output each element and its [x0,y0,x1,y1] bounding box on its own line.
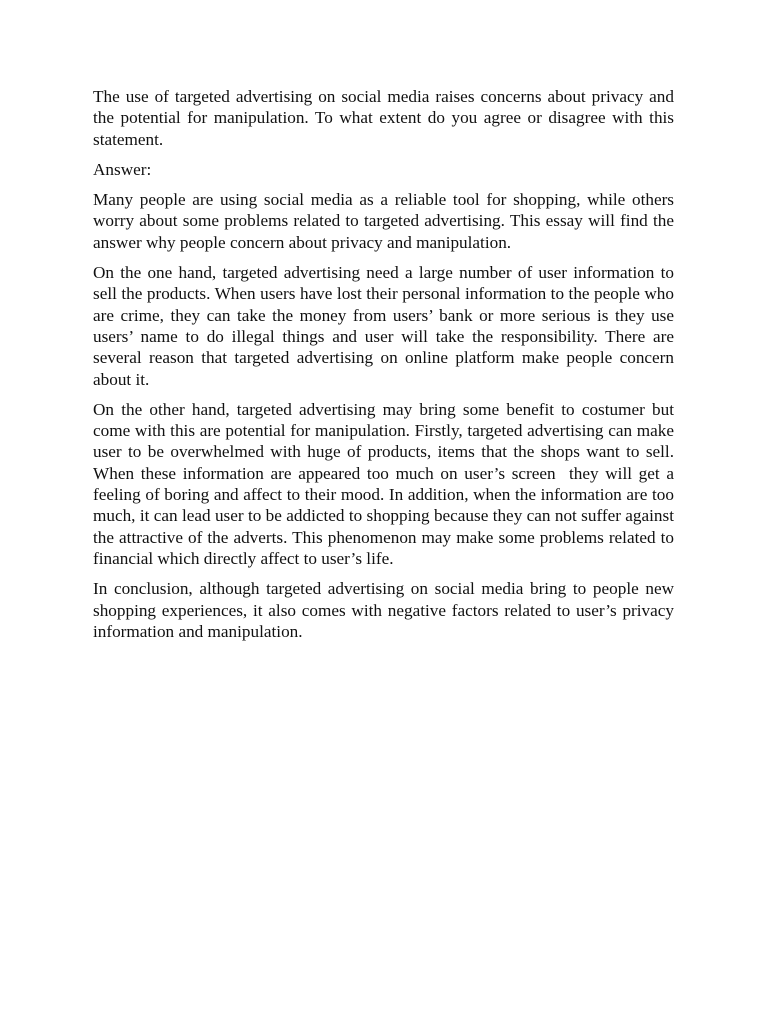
paragraph-other-hand: On the other hand, targeted advertising may bring some benefit to costumer but come with this are potential for manipulation. Firstly, targeted advertising can make user to be overwhelmed with huge of products, items that the shops want to sell. When these information are appeared too much on user’s screen they will get a feeling of boring and affect to their mood. In addition, when the information are too much, it can lead user to be addicted to shopping because they can not suffer against the attractive of the adverts. This phenomenon may make some problems related to financial which directly affect to user’s life. [93,399,679,568]
essay-question: The use of targeted advertising on social media raises concerns about privacy and the potential for manipulation. To what extent do you agree or disagree with this statement. [93,87,679,149]
answer-label: Answer: [93,159,152,179]
paragraph-conclusion: In conclusion, although targeted advertising on social media bring to people new shopping experiences, it also comes with negative factors related to user’s privacy information and manipulation. [93,579,679,641]
paragraph-introduction: Many people are using social media as a reliable tool for shopping, while others worry about some problems related to targeted advertising. This essay will find the answer why people concern about privacy and manipulation. [93,190,679,252]
paragraph-one-hand: On the one hand, targeted advertising need a large number of user information to sell the products. When users have lost their personal information to the people who are crime, they can take the money from users’ bank or more serious is they use users’ name to do illegal things and user will take the responsibility. There are several reason that targeted advertising on online platform make people concern about it. [93,263,679,389]
